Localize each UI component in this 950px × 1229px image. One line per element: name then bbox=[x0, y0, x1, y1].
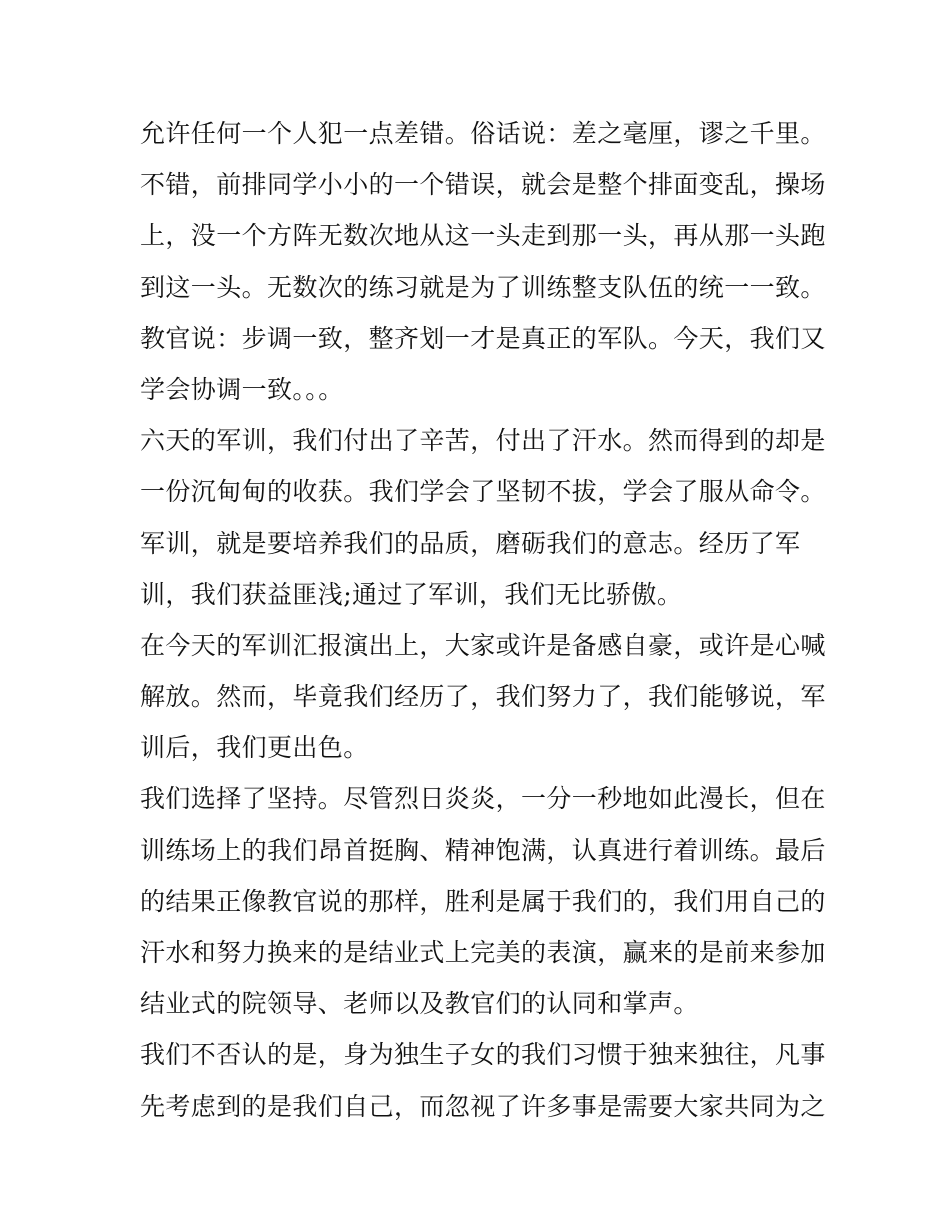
text-line: 学会协调一致。。。 bbox=[140, 374, 344, 404]
text-line: 不错，前排同学小小的一个错误，就会是整个排面变乱，操场 bbox=[140, 170, 826, 200]
text-line: 军训，就是要培养我们的品质，磨砺我们的意志。经历了军 bbox=[140, 528, 801, 558]
text-line: 训后，我们更出色。 bbox=[140, 733, 369, 763]
text-line: 的结果正像教官说的那样，胜利是属于我们的，我们用自己的 bbox=[140, 886, 826, 916]
text-line: 六天的军训，我们付出了辛苦，付出了汗水。然而得到的却是 bbox=[140, 426, 826, 456]
text-line: 训，我们获益匪浅;通过了军训，我们无比骄傲。 bbox=[140, 579, 683, 609]
text-line: 在今天的军训汇报演出上，大家或许是备感自豪，或许是心喊 bbox=[140, 630, 826, 660]
text-line: 先考虑到的是我们自己，而忽视了许多事是需要大家共同为之 bbox=[140, 1091, 826, 1121]
text-line: 汗水和努力换来的是结业式上完美的表演，赢来的是前来参加 bbox=[140, 938, 826, 967]
document-body bbox=[140, 108, 826, 1132]
text-line: 我们不否认的是，身为独生子女的我们习惯于独来独往，凡事 bbox=[140, 1040, 826, 1070]
text-line: 结业式的院领导、老师以及教官们的认同和掌声。 bbox=[140, 989, 699, 1019]
text-line: 上，没一个方阵无数次地从这一头走到那一头，再从那一头跑 bbox=[140, 221, 826, 251]
text-line: 允许任何一个人犯一点差错。俗话说：差之毫厘，谬之千里。 bbox=[140, 119, 826, 148]
text-line: 一份沉甸甸的收获。我们学会了坚韧不拔，学会了服从命令。 bbox=[140, 477, 826, 507]
text-line: 训练场上的我们昂首挺胸、精神饱满，认真进行着训练。最后 bbox=[140, 835, 826, 865]
text-line: 教官说：步调一致，整齐划一才是真正的军队。今天，我们又 bbox=[140, 323, 826, 353]
text-line: 解放。然而，毕竟我们经历了，我们努力了，我们能够说，军 bbox=[140, 682, 826, 712]
text-line: 我们选择了坚持。尽管烈日炎炎，一分一秒地如此漫长，但在 bbox=[140, 784, 826, 814]
text-line: 到这一头。无数次的练习就是为了训练整支队伍的统一一致。 bbox=[140, 272, 826, 302]
